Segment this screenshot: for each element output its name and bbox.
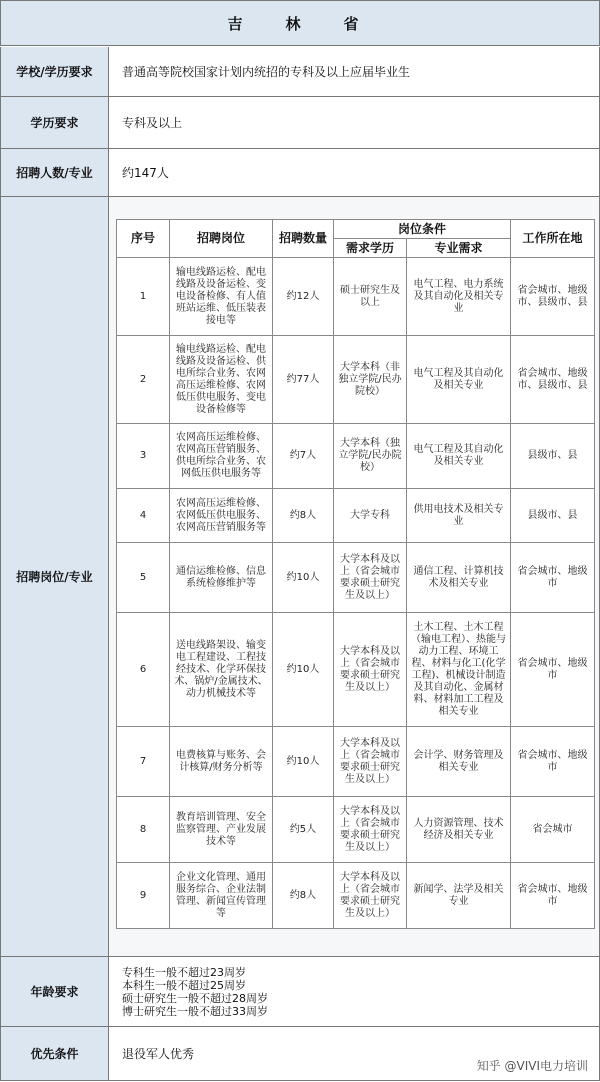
cell-edu: 大学本科（非独立学院/民办院校） <box>334 336 407 424</box>
header-conditions: 岗位条件 <box>334 220 511 239</box>
age-label: 年龄要求 <box>1 957 109 1026</box>
age-value <box>109 957 599 1026</box>
cell-count: 约77人 <box>273 336 334 424</box>
cell-edu: 硕士研究生及以上 <box>334 258 407 336</box>
table-row <box>117 543 595 613</box>
cell-edu: 大学本科及以上（省会城市要求硕士研究生及以上） <box>334 863 407 929</box>
cell-post: 输电线路运检、配电线路及设备运检、变电设备检修、有人值班站运维、低压装表接电等 <box>170 258 273 336</box>
cell-location: 省会城市、地级市、县级市、县 <box>511 258 595 336</box>
table-row <box>117 424 595 489</box>
cell-major: 电气工程、电力系统及其自动化及相关专业 <box>407 258 511 336</box>
table-row <box>117 613 595 727</box>
cell-count: 约8人 <box>273 863 334 929</box>
header-post: 招聘岗位 <box>170 220 273 258</box>
cell-major: 土木工程、土木工程（输电工程）、热能与动力工程、环境工程、材料与化工(化学工程)、机械设计制造及其自动化、金属材料、材料加工工程及相关专业 <box>407 613 511 727</box>
cell-location: 县级市、县 <box>511 489 595 543</box>
cell-count: 约10人 <box>273 613 334 727</box>
cell-edu: 大学本科及以上（省会城市要求硕士研究生及以上） <box>334 797 407 863</box>
header-no: 序号 <box>117 220 170 258</box>
age-line: 本科生一般不超过25周岁 <box>122 978 246 992</box>
posts-label: 招聘岗位/专业 <box>1 197 109 956</box>
count-row <box>0 149 600 197</box>
table-row <box>117 489 595 543</box>
cell-post: 送电线路架设、输变电工程建设、工程技经技术、化学环保技术、锅炉/金属技术、动力机械技术等 <box>170 613 273 727</box>
cell-major: 新闻学、法学及相关专业 <box>407 863 511 929</box>
age-line: 博士研究生一般不超过33周岁 <box>122 1004 268 1018</box>
cell-major: 人力资源管理、技术经济及相关专业 <box>407 797 511 863</box>
cell-post: 输电线路运检、配电线路及设备运检、供电所综合业务、农网高压运维检修、农网低压供电服务、变电设备检修等 <box>170 336 273 424</box>
cell-major: 供用电技术及相关专业 <box>407 489 511 543</box>
cell-location: 省会城市、地级市 <box>511 727 595 797</box>
cell-count: 约10人 <box>273 543 334 613</box>
school-value: 普通高等院校国家计划内统招的专科及以上应届毕业生 <box>122 65 411 79</box>
header-location: 工作所在地 <box>511 220 595 258</box>
count-label: 招聘人数/专业 <box>1 149 109 196</box>
cell-edu: 大学本科及以上（省会城市要求硕士研究生及以上） <box>334 727 407 797</box>
cell-location: 省会城市、地级市、县级市、县 <box>511 336 595 424</box>
age-line: 硕士研究生一般不超过28周岁 <box>122 991 268 1005</box>
cell-count: 约5人 <box>273 797 334 863</box>
count-value: 约147人 <box>122 166 169 180</box>
education-value: 专科及以上 <box>122 116 183 130</box>
cell-major: 电气工程及其自动化及相关专业 <box>407 424 511 489</box>
cell-no: 4 <box>117 489 170 543</box>
header-count: 招聘数量 <box>273 220 334 258</box>
cell-location: 省会城市 <box>511 797 595 863</box>
cell-edu: 大学专科 <box>334 489 407 543</box>
cell-post: 农网高压运维检修、农网低压供电服务、农网高压营销服务等 <box>170 489 273 543</box>
cell-no: 7 <box>117 727 170 797</box>
cell-no: 5 <box>117 543 170 613</box>
cell-location: 省会城市、地级市 <box>511 613 595 727</box>
cell-location: 省会城市、地级市 <box>511 543 595 613</box>
cell-major: 通信工程、计算机技术及相关专业 <box>407 543 511 613</box>
cell-count: 约12人 <box>273 258 334 336</box>
priority-value: 退役军人优秀 <box>122 1047 195 1061</box>
header-edu: 需求学历 <box>334 239 407 258</box>
province-title <box>0 0 600 46</box>
education-row <box>0 97 600 149</box>
cell-no: 6 <box>117 613 170 727</box>
cell-major: 电气工程及其自动化及相关专业 <box>407 336 511 424</box>
education-label: 学历要求 <box>1 97 109 148</box>
watermark-text: 知乎 @VIVI电力培训 <box>476 1059 588 1073</box>
posts-table-wrap <box>109 197 599 956</box>
table-row <box>117 258 595 336</box>
cell-no: 2 <box>117 336 170 424</box>
cell-no: 3 <box>117 424 170 489</box>
jobs-table <box>116 219 595 929</box>
table-row <box>117 863 595 929</box>
cell-post: 教育培训管理、安全监察管理、产业发展技术等 <box>170 797 273 863</box>
cell-post: 通信运维检修、信息系统检修维护等 <box>170 543 273 613</box>
school-label: 学校/学历要求 <box>1 47 109 96</box>
school-row <box>0 47 600 97</box>
table-row <box>117 727 595 797</box>
cell-count: 约10人 <box>273 727 334 797</box>
cell-post: 农网高压运维检修、农网高压营销服务、供电所综合业务、农网低压供电服务等 <box>170 424 273 489</box>
posts-row <box>0 197 600 957</box>
cell-no: 1 <box>117 258 170 336</box>
cell-no: 8 <box>117 797 170 863</box>
cell-location: 省会城市、地级市 <box>511 863 595 929</box>
table-row <box>117 336 595 424</box>
province-title-text: 吉 林 省 <box>227 14 373 33</box>
cell-post: 企业文化管理、通用服务综合、企业法制管理、新闻宣传管理等 <box>170 863 273 929</box>
table-row <box>117 797 595 863</box>
cell-edu: 大学本科（独立学院/民办院校） <box>334 424 407 489</box>
cell-count: 约8人 <box>273 489 334 543</box>
priority-label: 优先条件 <box>1 1027 109 1080</box>
header-major: 专业需求 <box>407 239 511 258</box>
cell-major: 会计学、财务管理及相关专业 <box>407 727 511 797</box>
cell-no: 9 <box>117 863 170 929</box>
cell-edu: 大学本科及以上（省会城市要求硕士研究生及以上） <box>334 543 407 613</box>
cell-post: 电费核算与账务、会计核算/财务分析等 <box>170 727 273 797</box>
cell-edu: 大学本科及以上（省会城市要求硕士研究生及以上） <box>334 613 407 727</box>
age-row <box>0 957 600 1027</box>
age-line: 专科生一般不超过23周岁 <box>122 965 246 979</box>
cell-location: 县级市、县 <box>511 424 595 489</box>
cell-count: 约7人 <box>273 424 334 489</box>
